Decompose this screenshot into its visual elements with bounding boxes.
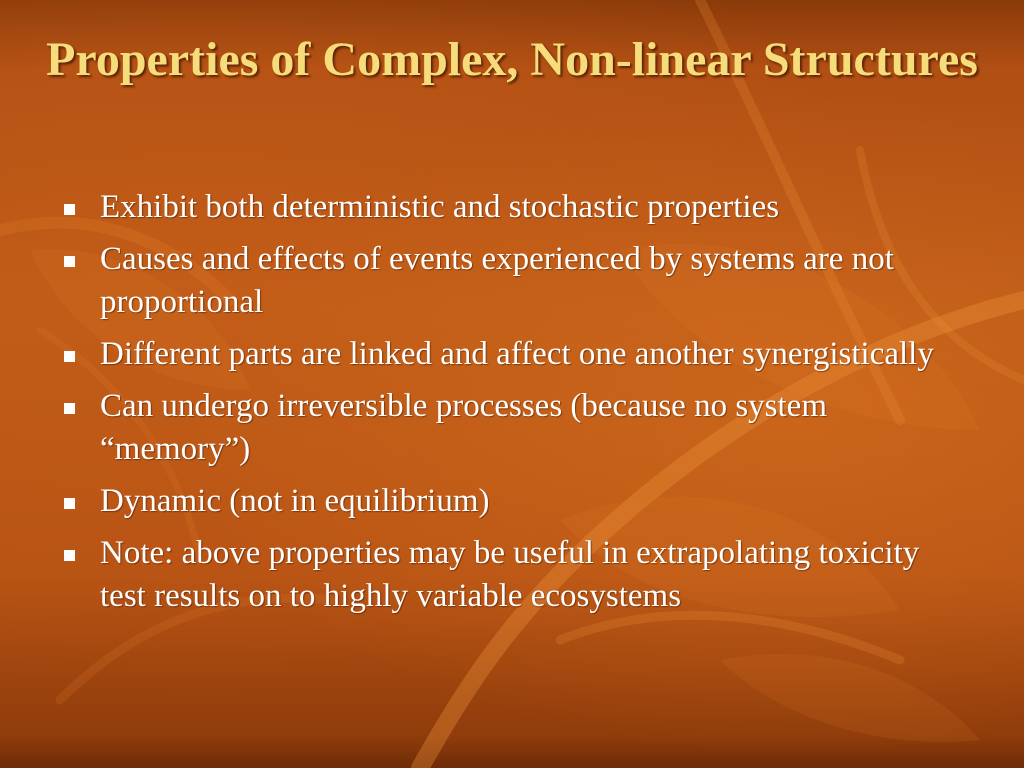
square-bullet-icon [64, 256, 75, 267]
bullet-item [62, 186, 972, 229]
bullet-list [62, 186, 972, 627]
bullet-text: Dynamic (not in equilibrium) [100, 483, 490, 519]
bullet-text: Can undergo irreversible processes (because no system “memory”) [100, 388, 827, 467]
square-bullet-icon [64, 204, 75, 215]
bullet-text: Note: above properties may be useful in extrapolating toxicity test results on to highly variable ecosystems [100, 535, 920, 614]
bullet-item [62, 333, 972, 376]
bullet-item [62, 385, 972, 471]
bullet-text: Different parts are linked and affect one another synergistically [100, 336, 934, 372]
square-bullet-icon [64, 550, 75, 561]
square-bullet-icon [64, 498, 75, 509]
bullet-item [62, 532, 972, 618]
square-bullet-icon [64, 403, 75, 414]
bullet-text: Causes and effects of events experienced by systems are not proportional [100, 241, 894, 320]
bullet-item [62, 238, 972, 324]
square-bullet-icon [64, 351, 75, 362]
slide-title: Properties of Complex, Non-linear Structures [46, 33, 978, 86]
bullet-item [62, 480, 972, 523]
bullet-text: Exhibit both deterministic and stochastic properties [100, 189, 780, 225]
